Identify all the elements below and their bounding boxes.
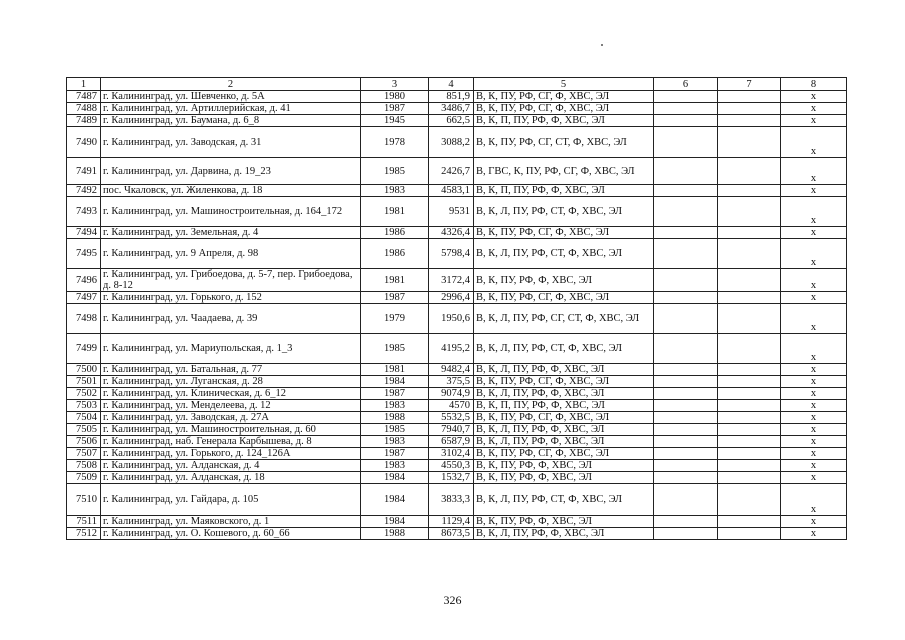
year-cell: 1987 [361, 103, 429, 115]
column-7-cell [718, 376, 781, 388]
row-number: 7511 [67, 516, 101, 528]
table-row [67, 528, 847, 540]
column-7-cell [718, 460, 781, 472]
column-7-cell [718, 448, 781, 460]
row-number: 7488 [67, 103, 101, 115]
column-6-cell [654, 91, 718, 103]
row-number: 7489 [67, 115, 101, 127]
column-6-cell [654, 127, 718, 158]
table-row [67, 91, 847, 103]
address-cell: г. Калининград, ул. О. Кошевого, д. 60_66 [101, 528, 361, 540]
column-7-cell [718, 269, 781, 292]
works-cell: В, К, П, ПУ, РФ, Ф, ХВС, ЭЛ [474, 185, 654, 197]
table-row [67, 412, 847, 424]
works-cell: В, К, Л, ПУ, РФ, СТ, Ф, ХВС, ЭЛ [474, 484, 654, 516]
column-7-cell [718, 436, 781, 448]
works-cell: В, К, Л, ПУ, РФ, СТ, Ф, ХВС, ЭЛ [474, 197, 654, 227]
row-number: 7510 [67, 484, 101, 516]
area-cell: 4326,4 [429, 227, 474, 239]
mark-cell: х [781, 334, 847, 364]
table-row [67, 185, 847, 197]
header-cell-3: 3 [361, 78, 429, 91]
area-cell: 8673,5 [429, 528, 474, 540]
column-6-cell [654, 376, 718, 388]
address-cell: г. Калининград, ул. Машиностроительная, д. 60 [101, 424, 361, 436]
column-7-cell [718, 158, 781, 185]
header-cell-1: 1 [67, 78, 101, 91]
mark-cell: х [781, 227, 847, 239]
area-cell: 9531 [429, 197, 474, 227]
column-7-cell [718, 412, 781, 424]
works-cell: В, К, ПУ, РФ, СГ, Ф, ХВС, ЭЛ [474, 91, 654, 103]
table-row [67, 334, 847, 364]
column-6-cell [654, 227, 718, 239]
mark-cell: х [781, 448, 847, 460]
area-cell: 5532,5 [429, 412, 474, 424]
address-cell: г. Калининград, ул. Баумана, д. 6_8 [101, 115, 361, 127]
scan-speck [601, 44, 603, 46]
works-cell: В, К, ПУ, РФ, СГ, Ф, ХВС, ЭЛ [474, 448, 654, 460]
mark-cell: х [781, 400, 847, 412]
header-cell-4: 4 [429, 78, 474, 91]
works-cell: В, К, Л, ПУ, РФ, Ф, ХВС, ЭЛ [474, 388, 654, 400]
header-cell-6: 6 [654, 78, 718, 91]
table-row [67, 227, 847, 239]
column-7-cell [718, 197, 781, 227]
address-cell: г. Калининград, ул. Горького, д. 124_126А [101, 448, 361, 460]
column-6-cell [654, 528, 718, 540]
area-cell: 4195,2 [429, 334, 474, 364]
header-cell-8: 8 [781, 78, 847, 91]
table-row [67, 388, 847, 400]
address-cell: г. Калининград, ул. Луганская, д. 28 [101, 376, 361, 388]
column-7-cell [718, 424, 781, 436]
mark-cell: х [781, 292, 847, 304]
column-7-cell [718, 516, 781, 528]
mark-cell: х [781, 460, 847, 472]
mark-cell: х [781, 103, 847, 115]
row-number: 7490 [67, 127, 101, 158]
works-cell: В, К, Л, ПУ, РФ, СТ, Ф, ХВС, ЭЛ [474, 239, 654, 269]
area-cell: 2426,7 [429, 158, 474, 185]
area-cell: 375,5 [429, 376, 474, 388]
area-cell: 851,9 [429, 91, 474, 103]
table-row [67, 103, 847, 115]
row-number: 7492 [67, 185, 101, 197]
column-6-cell [654, 400, 718, 412]
works-cell: В, К, П, ПУ, РФ, Ф, ХВС, ЭЛ [474, 400, 654, 412]
column-6-cell [654, 412, 718, 424]
table-row [67, 472, 847, 484]
mark-cell: х [781, 197, 847, 227]
column-7-cell [718, 185, 781, 197]
mark-cell: х [781, 364, 847, 376]
row-number: 7504 [67, 412, 101, 424]
area-cell: 5798,4 [429, 239, 474, 269]
works-cell: В, К, П, ПУ, РФ, Ф, ХВС, ЭЛ [474, 115, 654, 127]
mark-cell: х [781, 127, 847, 158]
table-row [67, 127, 847, 158]
column-7-cell [718, 239, 781, 269]
column-7-cell [718, 103, 781, 115]
area-cell: 9482,4 [429, 364, 474, 376]
area-cell: 3102,4 [429, 448, 474, 460]
works-cell: В, К, ПУ, РФ, СГ, Ф, ХВС, ЭЛ [474, 103, 654, 115]
table-row [67, 197, 847, 227]
mark-cell: х [781, 484, 847, 516]
column-6-cell [654, 115, 718, 127]
area-cell: 3833,3 [429, 484, 474, 516]
table-row [67, 376, 847, 388]
address-cell: г. Калининград, ул. Мариупольская, д. 1_3 [101, 334, 361, 364]
row-number: 7491 [67, 158, 101, 185]
table-row [67, 436, 847, 448]
column-6-cell [654, 484, 718, 516]
mark-cell: х [781, 412, 847, 424]
address-cell: г. Калининград, ул. Чаадаева, д. 39 [101, 304, 361, 334]
mark-cell: х [781, 91, 847, 103]
year-cell: 1984 [361, 484, 429, 516]
address-cell: г. Калининград, ул. Дарвина, д. 19_23 [101, 158, 361, 185]
area-cell: 3486,7 [429, 103, 474, 115]
area-cell: 3088,2 [429, 127, 474, 158]
table-row [67, 516, 847, 528]
works-cell: В, К, Л, ПУ, РФ, Ф, ХВС, ЭЛ [474, 424, 654, 436]
row-number: 7512 [67, 528, 101, 540]
works-cell: В, К, Л, ПУ, РФ, СГ, СТ, Ф, ХВС, ЭЛ [474, 304, 654, 334]
works-cell: В, К, ПУ, РФ, СГ, СТ, Ф, ХВС, ЭЛ [474, 127, 654, 158]
buildings-table [66, 77, 847, 540]
area-cell: 4583,1 [429, 185, 474, 197]
header-cell-7: 7 [718, 78, 781, 91]
table-row [67, 292, 847, 304]
year-cell: 1987 [361, 448, 429, 460]
area-cell: 1532,7 [429, 472, 474, 484]
row-number: 7501 [67, 376, 101, 388]
column-7-cell [718, 115, 781, 127]
table-row [67, 158, 847, 185]
year-cell: 1981 [361, 197, 429, 227]
year-cell: 1983 [361, 436, 429, 448]
column-7-cell [718, 484, 781, 516]
column-7-cell [718, 304, 781, 334]
area-cell: 6587,9 [429, 436, 474, 448]
column-7-cell [718, 334, 781, 364]
row-number: 7494 [67, 227, 101, 239]
area-cell: 3172,4 [429, 269, 474, 292]
area-cell: 662,5 [429, 115, 474, 127]
row-number: 7493 [67, 197, 101, 227]
mark-cell: х [781, 516, 847, 528]
mark-cell: х [781, 436, 847, 448]
address-cell: г. Калининград, ул. Земельная, д. 4 [101, 227, 361, 239]
address-cell: г. Калининград, ул. Менделеева, д. 12 [101, 400, 361, 412]
works-cell: В, ГВС, К, ПУ, РФ, СГ, Ф, ХВС, ЭЛ [474, 158, 654, 185]
row-number: 7507 [67, 448, 101, 460]
year-cell: 1988 [361, 412, 429, 424]
column-6-cell [654, 197, 718, 227]
address-cell: пос. Чкаловск, ул. Жиленкова, д. 18 [101, 185, 361, 197]
works-cell: В, К, ПУ, РФ, СГ, Ф, ХВС, ЭЛ [474, 227, 654, 239]
header-cell-5: 5 [474, 78, 654, 91]
column-6-cell [654, 364, 718, 376]
column-7-cell [718, 91, 781, 103]
year-cell: 1978 [361, 127, 429, 158]
works-cell: В, К, Л, ПУ, РФ, СТ, Ф, ХВС, ЭЛ [474, 334, 654, 364]
address-cell: г. Калининград, ул. Грибоедова, д. 5-7, пер. Грибоедова, д. 8-12 [101, 269, 361, 292]
year-cell: 1985 [361, 158, 429, 185]
year-cell: 1983 [361, 185, 429, 197]
mark-cell: х [781, 239, 847, 269]
header-cell-2: 2 [101, 78, 361, 91]
table-row [67, 424, 847, 436]
area-cell: 1129,4 [429, 516, 474, 528]
address-cell: г. Калининград, ул. Артиллерийская, д. 41 [101, 103, 361, 115]
address-cell: г. Калининград, наб. Генерала Карбышева, д. 8 [101, 436, 361, 448]
column-6-cell [654, 334, 718, 364]
mark-cell: х [781, 269, 847, 292]
column-7-cell [718, 127, 781, 158]
column-6-cell [654, 424, 718, 436]
column-7-cell [718, 227, 781, 239]
year-cell: 1987 [361, 292, 429, 304]
mark-cell: х [781, 528, 847, 540]
table-row [67, 364, 847, 376]
column-7-cell [718, 400, 781, 412]
column-7-cell [718, 364, 781, 376]
address-cell: г. Калининград, ул. Заводская, д. 27А [101, 412, 361, 424]
mark-cell: х [781, 115, 847, 127]
column-6-cell [654, 158, 718, 185]
mark-cell: х [781, 472, 847, 484]
row-number: 7502 [67, 388, 101, 400]
table-row [67, 400, 847, 412]
year-cell: 1985 [361, 334, 429, 364]
column-6-cell [654, 103, 718, 115]
year-cell: 1981 [361, 364, 429, 376]
year-cell: 1945 [361, 115, 429, 127]
address-cell: г. Калининград, ул. 9 Апреля, д. 98 [101, 239, 361, 269]
column-6-cell [654, 388, 718, 400]
works-cell: В, К, ПУ, РФ, Ф, ХВС, ЭЛ [474, 516, 654, 528]
row-number: 7505 [67, 424, 101, 436]
column-7-cell [718, 292, 781, 304]
row-number: 7487 [67, 91, 101, 103]
year-cell: 1986 [361, 227, 429, 239]
year-cell: 1981 [361, 269, 429, 292]
row-number: 7503 [67, 400, 101, 412]
address-cell: г. Калининград, ул. Алданская, д. 4 [101, 460, 361, 472]
column-6-cell [654, 304, 718, 334]
column-6-cell [654, 460, 718, 472]
column-6-cell [654, 185, 718, 197]
table-row [67, 448, 847, 460]
address-cell: г. Калининград, ул. Заводская, д. 31 [101, 127, 361, 158]
table-row [67, 239, 847, 269]
year-cell: 1988 [361, 528, 429, 540]
works-cell: В, К, ПУ, РФ, СГ, Ф, ХВС, ЭЛ [474, 376, 654, 388]
row-number: 7497 [67, 292, 101, 304]
page-number: 326 [443, 593, 462, 607]
row-number: 7496 [67, 269, 101, 292]
table-row [67, 115, 847, 127]
area-cell: 2996,4 [429, 292, 474, 304]
row-number: 7509 [67, 472, 101, 484]
works-cell: В, К, Л, ПУ, РФ, Ф, ХВС, ЭЛ [474, 436, 654, 448]
column-7-cell [718, 472, 781, 484]
address-cell: г. Калининград, ул. Клиническая, д. 6_12 [101, 388, 361, 400]
area-cell: 4550,3 [429, 460, 474, 472]
year-cell: 1986 [361, 239, 429, 269]
column-6-cell [654, 269, 718, 292]
row-number: 7508 [67, 460, 101, 472]
address-cell: г. Калининград, ул. Машиностроительная, д. 164_172 [101, 197, 361, 227]
column-6-cell [654, 239, 718, 269]
mark-cell: х [781, 185, 847, 197]
works-cell: В, К, ПУ, РФ, Ф, ХВС, ЭЛ [474, 472, 654, 484]
row-number: 7506 [67, 436, 101, 448]
year-cell: 1979 [361, 304, 429, 334]
year-cell: 1984 [361, 516, 429, 528]
address-cell: г. Калининград, ул. Алданская, д. 18 [101, 472, 361, 484]
table-row [67, 460, 847, 472]
header-row [67, 78, 847, 91]
row-number: 7499 [67, 334, 101, 364]
column-6-cell [654, 292, 718, 304]
works-cell: В, К, ПУ, РФ, СГ, Ф, ХВС, ЭЛ [474, 292, 654, 304]
column-6-cell [654, 448, 718, 460]
mark-cell: х [781, 158, 847, 185]
address-cell: г. Калининград, ул. Горького, д. 152 [101, 292, 361, 304]
year-cell: 1983 [361, 400, 429, 412]
year-cell: 1983 [361, 460, 429, 472]
year-cell: 1985 [361, 424, 429, 436]
year-cell: 1980 [361, 91, 429, 103]
table-row [67, 304, 847, 334]
works-cell: В, К, Л, ПУ, РФ, Ф, ХВС, ЭЛ [474, 364, 654, 376]
mark-cell: х [781, 376, 847, 388]
address-cell: г. Калининград, ул. Батальная, д. 77 [101, 364, 361, 376]
area-cell: 1950,6 [429, 304, 474, 334]
works-cell: В, К, ПУ, РФ, Ф, ХВС, ЭЛ [474, 269, 654, 292]
mark-cell: х [781, 388, 847, 400]
row-number: 7500 [67, 364, 101, 376]
row-number: 7495 [67, 239, 101, 269]
year-cell: 1984 [361, 472, 429, 484]
area-cell: 4570 [429, 400, 474, 412]
column-7-cell [718, 528, 781, 540]
table-row [67, 484, 847, 516]
row-number: 7498 [67, 304, 101, 334]
year-cell: 1987 [361, 388, 429, 400]
mark-cell: х [781, 304, 847, 334]
works-cell: В, К, ПУ, РФ, СГ, Ф, ХВС, ЭЛ [474, 412, 654, 424]
column-6-cell [654, 516, 718, 528]
column-7-cell [718, 388, 781, 400]
column-6-cell [654, 472, 718, 484]
area-cell: 9074,9 [429, 388, 474, 400]
year-cell: 1984 [361, 376, 429, 388]
works-cell: В, К, ПУ, РФ, Ф, ХВС, ЭЛ [474, 460, 654, 472]
works-cell: В, К, Л, ПУ, РФ, Ф, ХВС, ЭЛ [474, 528, 654, 540]
address-cell: г. Калининград, ул. Шевченко, д. 5А [101, 91, 361, 103]
column-6-cell [654, 436, 718, 448]
area-cell: 7940,7 [429, 424, 474, 436]
address-cell: г. Калининград, ул. Гайдара, д. 105 [101, 484, 361, 516]
table-row [67, 269, 847, 292]
mark-cell: х [781, 424, 847, 436]
address-cell: г. Калининград, ул. Маяковского, д. 1 [101, 516, 361, 528]
